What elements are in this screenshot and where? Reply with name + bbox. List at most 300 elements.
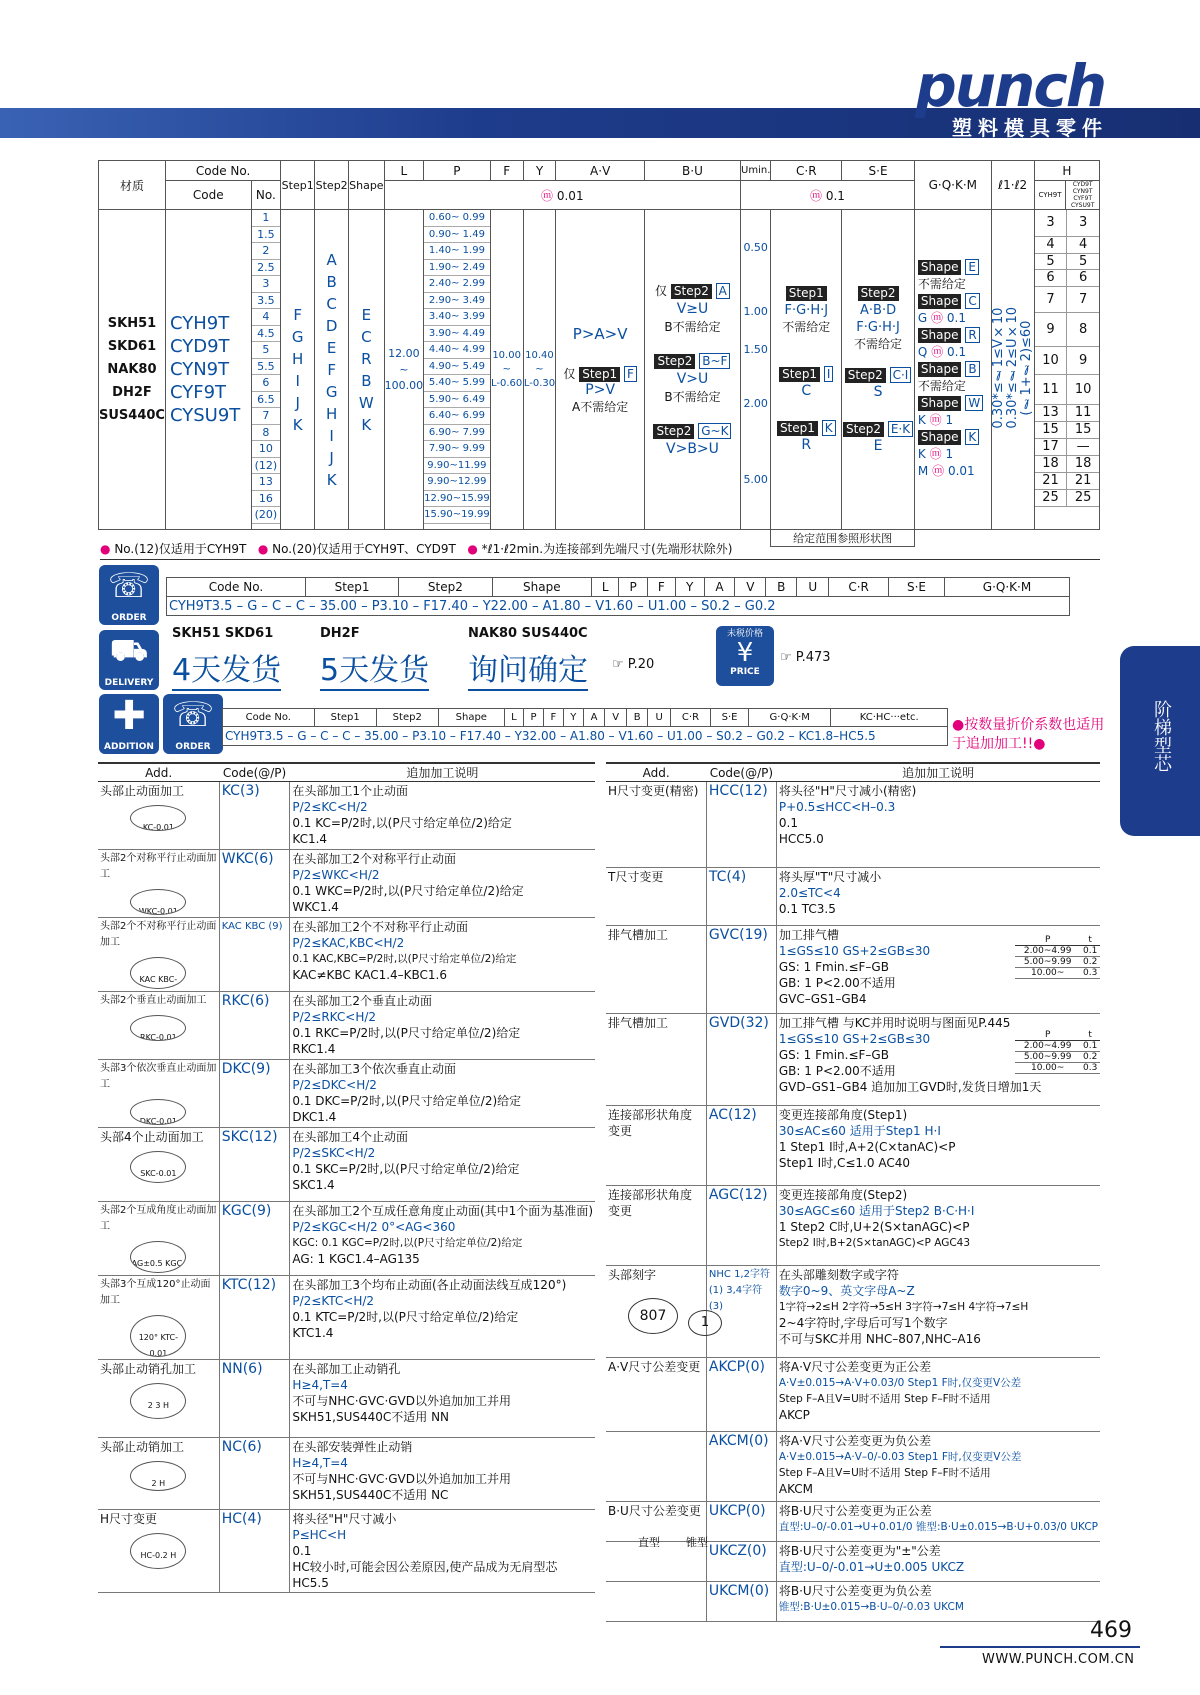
addition-h-11: U (648, 709, 670, 727)
order-h-9: V (735, 578, 766, 597)
no-10: 6 (252, 375, 281, 392)
spec-note-2: No.(20)仅适用于CYH9T、CYD9T (272, 542, 456, 556)
gvc-h: P (1015, 935, 1080, 946)
add-line: Step F–A且V=U时不适用 Step F–F时不适用 (778, 1467, 991, 1479)
add-code: WKC(6) (219, 850, 290, 918)
add-desc (776, 1186, 1100, 1266)
order-h-8: A (704, 578, 735, 597)
addition-h-1: Step1 (314, 709, 376, 727)
add-line: 1≤GS≤10 GS+2≤GB≤30 (778, 1032, 931, 1046)
step2-3: D (325, 316, 338, 335)
add-row (606, 782, 1100, 868)
add-line: 将头厚"T"尺寸减小 (778, 870, 882, 884)
add-line: 在头部加工2个互成任意角度止动面(其中1个面为基准面) (292, 1204, 593, 1218)
add-code: AC(12) (706, 1106, 776, 1186)
add-line: P/2≤WKC<H/2 (292, 868, 380, 882)
add-row (606, 868, 1100, 926)
H-13-1: 25 (1067, 489, 1099, 506)
H-4-0: 7 (1035, 286, 1067, 312)
no-6: 4 (252, 309, 281, 326)
code-0: CYH9T (169, 313, 230, 334)
no-18: (20) (252, 507, 281, 524)
AV-cell: P>A>V 仅 Step1 F P>V A不需给定 (556, 210, 645, 530)
h-codeno: Code No. (165, 161, 280, 181)
h-Y: Y (523, 161, 556, 181)
add-line: GVC–GS1–GB4 (778, 992, 867, 1006)
add-name (98, 918, 219, 992)
add-line: 在头部加工2个不对称平行止动面 (292, 920, 468, 934)
add-name (98, 1438, 219, 1510)
step1-4: J (295, 393, 300, 412)
F-2: L-0.60 (491, 377, 523, 389)
add-line: 不可与NHC·GVC·GVD以外追加加工并用 (292, 1394, 512, 1408)
no-1: 1.5 (252, 227, 281, 244)
add-desc (776, 1266, 1100, 1358)
add-name-text: 头部止动面加工 (100, 784, 185, 798)
shape-5: K (361, 415, 372, 434)
range-note: 给定范围参照形状图 (771, 530, 915, 547)
add-name-text: 头部3个互成120°止动面加工 (100, 1279, 211, 1306)
add-line: 1≤GS≤10 GS+2≤GB≤30 (778, 944, 931, 958)
add-line: 将头径"H"尺寸减小 (292, 1512, 397, 1526)
step1-0: F (293, 305, 303, 324)
add-line: 0.1 SKC=P/2时,以(P尺寸给定单位/2)给定 (292, 1162, 520, 1176)
shape-2: R (361, 349, 372, 368)
step2-1: B (326, 272, 337, 291)
h-shape: Shape (349, 161, 384, 210)
gvc-table-1 (1015, 1030, 1100, 1074)
left-add-table (98, 762, 595, 1593)
add-line: 将A·V尺寸公差变更为正公差 (778, 1360, 932, 1374)
P-10: 5.40~ 5.99 (424, 375, 490, 392)
order-h-11: U (797, 578, 829, 597)
P-0: 0.60~ 0.99 (424, 210, 490, 227)
delivery-mat-1: SKH51 SKD61 (172, 626, 274, 641)
delivery-ref-1[interactable]: ☞ P.20 (612, 657, 655, 672)
step2-2: C (326, 294, 337, 313)
code-1: CYD9T (169, 336, 230, 357)
spec-note-1: No.(12)仅适用于CYH9T (114, 542, 247, 556)
add-line: SKH51,SUS440C不适用 NN (292, 1410, 450, 1424)
add-row (606, 1358, 1100, 1432)
add-line: 0.1 (292, 1544, 312, 1558)
add-line: 在头部加工2个垂直止动面 (292, 994, 432, 1008)
h-cyd9t: CYD9T CYN9T CYF9T CYSU9T (1066, 181, 1100, 210)
add-name-text: 头部2个互成角度止动面加工 (100, 1205, 217, 1232)
add-line: P/2≤KAC,KBC<H/2 (292, 936, 405, 950)
add-line: 0.1 KTC=P/2时,以(P尺寸给定单位/2)给定 (292, 1310, 519, 1324)
add-code: GVD(32) (706, 1014, 776, 1106)
add-line: 变更连接部角度(Step2) (778, 1188, 908, 1202)
add-code: TC(4) (706, 868, 776, 926)
no-3: 2.5 (252, 260, 281, 277)
code-3: CYF9T (169, 382, 227, 403)
h-material: 材质 (99, 161, 166, 210)
addition-h-15: KC·HC···etc. (831, 709, 948, 727)
delivery-text-2: 5天发货 (320, 645, 429, 691)
order-table (166, 577, 1070, 616)
side-tab-label: 阶梯型芯 (1151, 700, 1172, 772)
order-h-2: Step2 (399, 578, 492, 597)
add-row (606, 1186, 1100, 1266)
add-line: A·V±0.015→A·V–0/-0.03 Step1 F时,仅变更V公差 (778, 1451, 1022, 1463)
delivery-text-3: 询问确定 (468, 645, 588, 691)
add-line: 1字符→2≤H 2字符→5≤H 3字符→7≤H 4字符→7≤H (778, 1301, 1029, 1313)
add-line: 0.1 DKC=P/2时,以(P尺寸给定单位/2)给定 (292, 1094, 522, 1108)
add-line: 0.1 TC3.5 (778, 902, 836, 916)
addition-h-3: Shape (438, 709, 504, 727)
add-line: 0.1 RKC=P/2时,以(P尺寸给定单位/2)给定 (292, 1026, 521, 1040)
delivery-text-1: 4天发货 (172, 645, 281, 691)
gvc-cell: 0.1 (1080, 946, 1100, 957)
add-line: 将头径"H"尺寸减小(精密) (778, 784, 917, 798)
P-13: 6.90~ 7.99 (424, 425, 490, 442)
add-line: 在头部加工止动销孔 (292, 1362, 401, 1376)
gvc-cell: 5.00~9.99 (1015, 957, 1080, 968)
add-code: KTC(12) (219, 1276, 290, 1360)
add-name-text: A·V尺寸公差变更 (608, 1360, 701, 1374)
diagram-5: SKC-0.01 (130, 1151, 186, 1183)
order-h-12: C·R (829, 578, 889, 597)
add-code: NC(6) (219, 1438, 290, 1510)
add-code: AKCM(0) (706, 1432, 776, 1502)
delivery-ref-2[interactable]: ☞ P.473 (780, 650, 831, 665)
order-h-7: Y (675, 578, 704, 597)
add-line: 不可与SKC并用 NHC–807,NHC–A16 (778, 1332, 981, 1346)
step2-6: G (325, 382, 338, 401)
add-row (606, 1106, 1100, 1186)
add-line: 将B·U尺寸公差变更为负公差 (778, 1584, 932, 1598)
add-code: UKCM(0) (706, 1582, 776, 1622)
H-13-0: 25 (1035, 489, 1067, 506)
add-name-text: 头部2个垂直止动面加工 (100, 995, 207, 1006)
gvc-cell: 0.3 (1080, 1063, 1100, 1074)
add-desc (776, 868, 1100, 926)
add-code: AGC(12) (706, 1186, 776, 1266)
add-row (98, 1438, 595, 1510)
add-h-d2: 追加加工说明 (776, 763, 1100, 782)
addition-h-0: Code No. (223, 709, 315, 727)
no-13: 8 (252, 425, 281, 442)
h-step1: Step1 (281, 161, 315, 210)
add-code: KC(3) (219, 782, 290, 850)
P-6: 3.40~ 3.99 (424, 309, 490, 326)
add-row (98, 1510, 595, 1593)
order-h-6: F (647, 578, 675, 597)
add-line: 2~4字符时,字母后可写1个数字 (778, 1316, 948, 1330)
addition-icon: ✚ ADDITION (99, 694, 159, 754)
add-line: P+0.5≤HCC<H–0.3 (778, 800, 896, 814)
H-8-0: 13 (1035, 404, 1067, 421)
add-name (606, 868, 706, 926)
step2-10: K (326, 470, 337, 489)
add-desc (776, 1582, 1100, 1622)
add-name-text: T尺寸变更 (608, 870, 664, 884)
add-code: KAC KBC (9) (219, 918, 290, 992)
add-line: RKC1.4 (292, 1042, 336, 1056)
add-line: KC1.4 (292, 832, 328, 846)
addition-h-12: C·R (670, 709, 710, 727)
order-h-10: B (766, 578, 797, 597)
H-12-1: 21 (1067, 472, 1099, 489)
h-L: L (384, 161, 424, 181)
H-7-0: 11 (1035, 374, 1067, 404)
add-line: 加工排气槽 与KC并用时说明与图面见P.445 (778, 1016, 1011, 1030)
H-10-0: 17 (1035, 438, 1067, 455)
add-desc (776, 1432, 1100, 1502)
add-line: 1 Step1 I时,A+2(C×tanAC)<P (778, 1140, 956, 1154)
H-8-1: 11 (1067, 404, 1099, 421)
H-3-1: 6 (1067, 269, 1099, 286)
diagram-4: DKC-0.01 (130, 1099, 186, 1125)
H-6-1: 9 (1067, 346, 1099, 374)
brand-logo: punch (915, 52, 1105, 120)
add-line: 在头部加工4个止动面 (292, 1130, 408, 1144)
h-F: F (490, 161, 523, 181)
add-name (606, 1014, 706, 1106)
add-line: KAC≠KBC KAC1.4–KBC1.6 (292, 968, 448, 982)
add-code: KGC(9) (219, 1202, 290, 1276)
add-desc (290, 1360, 595, 1438)
add-line: KGC: 0.1 KGC=P/2时,以(P尺寸给定单位/2)给定 (292, 1237, 523, 1249)
add-row (606, 1502, 1100, 1542)
add-desc (290, 1202, 595, 1276)
H-6-0: 10 (1035, 346, 1067, 374)
add-desc (776, 1358, 1100, 1432)
addition-h-10: B (626, 709, 648, 727)
add-line: P≤HC<H (292, 1528, 347, 1542)
no-5: 3.5 (252, 293, 281, 310)
add-line: SKC1.4 (292, 1178, 335, 1192)
gvc-cell: 0.3 (1080, 968, 1100, 979)
add-line: 锥型:B·U±0.015→B·U–0/-0.03 UKCM (778, 1601, 964, 1613)
add-line: KTC1.4 (292, 1326, 334, 1340)
umin-cell: 0.50 1.00 1.50 2.00 5.00 (741, 210, 771, 530)
price-icon: 未税价格 ¥ PRICE (716, 626, 774, 686)
add-line: 数字0~9、英文字母A~Z (778, 1284, 915, 1298)
Y-2: L-0.30 (523, 377, 556, 389)
add-name (98, 1060, 219, 1128)
addition-h-4: L (504, 709, 523, 727)
add-line: 将B·U尺寸公差变更为正公差 (778, 1504, 932, 1518)
L-2: 100.00 (384, 378, 424, 392)
P-14: 7.90~ 9.99 (424, 441, 490, 458)
add-line: 0.1 WKC=P/2时,以(P尺寸给定单位/2)给定 (292, 884, 524, 898)
add-row (98, 1202, 595, 1276)
addition-example: CYH9T3.5 – G – C – C – 35.00 – P3.10 – F17.40 – Y32.00 – A1.80 – V1.60 – U1.00 – S0.2 – G0.2 – KC1.8–HC5.5 (223, 727, 948, 746)
H-11-0: 18 (1035, 455, 1067, 472)
Y-cell (523, 210, 556, 530)
add-line: WKC1.4 (292, 900, 339, 914)
brand-subtitle: 塑料模具零件 (952, 116, 1108, 140)
bu-label-taper: 锥型 (686, 1536, 708, 1549)
page-number: 469 (1090, 1618, 1132, 1643)
H-7-1: 10 (1067, 374, 1099, 404)
step1-1: G (291, 327, 304, 346)
gvc-cell: 0.2 (1080, 957, 1100, 968)
P-9: 4.90~ 5.49 (424, 359, 490, 376)
addition-h-9: V (605, 709, 627, 727)
P-4: 2.40~ 2.99 (424, 276, 490, 293)
no-7: 4.5 (252, 326, 281, 343)
add-name-text: 连接部形状角度变更 (608, 1108, 693, 1138)
add-row (98, 782, 595, 850)
add-desc (290, 1510, 595, 1593)
add-row (606, 1582, 1100, 1622)
diagram-7: 120° KTC-0.01 (130, 1315, 186, 1357)
add-h-c: Code(@/P) (219, 763, 290, 782)
add-line: 30≤AC≤60 适用于Step1 H·I (778, 1124, 941, 1138)
add-line: GB: 1 P<2.00不适用 (778, 976, 896, 990)
diagram-0: KC-0.01 (130, 805, 186, 831)
addition-h-14: G·Q·K·M (748, 709, 830, 727)
P-cell (424, 210, 491, 530)
add-line: Step F–A且V=U时不适用 Step F–F时不适用 (778, 1393, 991, 1405)
diagram-9: 2 H (130, 1461, 186, 1491)
add-name-text: H尺寸变更(精密) (608, 784, 699, 798)
add-line: Step2 I时,B+2(S×tanAGC)<P AGC43 (778, 1237, 971, 1249)
add-line: 直型:U–0/-0.01→U±0.005 UKCZ (778, 1560, 965, 1574)
F-0: 10.00 (492, 349, 521, 361)
H-5-0: 9 (1035, 312, 1067, 346)
materials-cell (99, 210, 166, 530)
Y-0: 10.40 (525, 349, 554, 361)
material-1: SKD61 (107, 339, 157, 354)
add-line: A·V±0.015→A·V+0.03/0 Step1 F时,仅变更V公差 (778, 1377, 1022, 1389)
no-4: 3 (252, 276, 281, 293)
add-h-c2: Code(@/P) (706, 763, 776, 782)
step2-8: I (329, 426, 334, 445)
h-P: P (424, 161, 491, 181)
P-18: 15.90~19.99 (424, 507, 490, 524)
add-desc (290, 992, 595, 1060)
nos-cell (251, 210, 281, 530)
gvc-cell: 10.00~ (1015, 1063, 1080, 1074)
diagram-8: 2 3 H (130, 1383, 186, 1419)
add-line: P/2≤KTC<H/2 (292, 1294, 375, 1308)
gvc-cell: 5.00~9.99 (1015, 1052, 1080, 1063)
step2-7: H (326, 404, 338, 423)
add-name (606, 926, 706, 1014)
add-line: 在头部雕刻数字或字符 (778, 1268, 899, 1282)
add-line: P/2≤DKC<H/2 (292, 1078, 377, 1092)
order-h-13: S·E (888, 578, 944, 597)
add-name-text: 排气槽加工 (608, 1016, 669, 1030)
add-code: UKCP(0) (706, 1502, 776, 1542)
addition-table (222, 708, 948, 746)
gvc-table-0 (1015, 935, 1100, 979)
add-line: 在头部加工3个均布止动面(各止动面法线互成120°) (292, 1278, 567, 1292)
add-line: HC较小时,可能会因公差原因,使产品成为无肩型芯 (292, 1560, 558, 1574)
add-name (606, 1186, 706, 1266)
P-1: 0.90~ 1.49 (424, 227, 490, 244)
H-2-1: 5 (1067, 253, 1099, 269)
add-name (606, 1432, 706, 1502)
H-12-0: 21 (1035, 472, 1067, 489)
code-2: CYN9T (169, 359, 230, 380)
nhc-sample-807: 807 (628, 1298, 678, 1334)
add-line: 0.1 KAC,KBC=P/2时,以(P尺寸给定单位/2)给定 (292, 953, 517, 965)
addition-h-8: A (583, 709, 605, 727)
add-line: 0.1 KC=P/2时,以(P尺寸给定单位/2)给定 (292, 816, 512, 830)
gvc-h: t (1080, 1030, 1100, 1041)
SE-cell: Step2 A·B·D F·G·H·J 不需给定 Step2 C·I S Step2 E·K E (842, 210, 915, 530)
add-code: HCC(12) (706, 782, 776, 868)
add-name-text: H尺寸变更 (100, 1512, 158, 1526)
av-note: A不需给定 (572, 399, 629, 414)
H-1-1: 4 (1067, 236, 1099, 253)
H-10-1: — (1067, 438, 1099, 455)
h-CR: C·R (771, 161, 842, 181)
add-code: SKC(12) (219, 1128, 290, 1202)
gvc-cell: 10.00~ (1015, 968, 1080, 979)
add-line: DKC1.4 (292, 1110, 337, 1124)
material-0: SKH51 (107, 316, 157, 331)
add-row (98, 992, 595, 1060)
code-4: CYSU9T (169, 405, 241, 426)
add-line: 在头部加工2个对称平行止动面 (292, 852, 456, 866)
unit-001: ⓜ 0.01 (384, 181, 740, 210)
step1-2: H (292, 349, 304, 368)
add-line: GVD–GS1–GB4 追加加工GVD时,发货日增加1天 (778, 1080, 1042, 1094)
add-desc (290, 1060, 595, 1128)
add-row (606, 1266, 1100, 1358)
P-7: 3.90~ 4.49 (424, 326, 490, 343)
add-name (98, 992, 219, 1060)
order-icon: ☏ ORDER (99, 565, 159, 625)
diagram-6: AG±0.5 KGC- (130, 1241, 186, 1273)
add-desc (290, 1128, 595, 1202)
footer-url[interactable]: WWW.PUNCH.COM.CN (982, 1652, 1135, 1667)
P-5: 2.90~ 3.49 (424, 293, 490, 310)
h-l12: ℓ1·ℓ2 (991, 161, 1034, 210)
add-desc (290, 918, 595, 992)
no-12: 7 (252, 408, 281, 425)
L-cell (384, 210, 424, 530)
add-line: 0.1 (778, 816, 798, 830)
H-4-1: 7 (1067, 286, 1099, 312)
F-1: ~ (502, 363, 511, 375)
shape-cell (349, 210, 384, 530)
add-row (98, 1060, 595, 1128)
no-2: 2 (252, 243, 281, 260)
add-name-text: 头部4个止动面加工 (100, 1130, 204, 1144)
add-name (98, 1202, 219, 1276)
bu-label-straight: 直型 (638, 1536, 660, 1549)
add-line: 加工排气槽 (778, 928, 839, 942)
add-desc (290, 782, 595, 850)
add-name-text: 头部刻字 (608, 1268, 657, 1282)
order-h-4: L (592, 578, 619, 597)
P-8: 4.40~ 4.99 (424, 342, 490, 359)
step2-cell (315, 210, 349, 530)
add-desc (290, 850, 595, 918)
add-name (606, 1106, 706, 1186)
h-code: Code (165, 181, 251, 210)
add-line: 在头部加工1个止动面 (292, 784, 408, 798)
add-line: 2.0≤TC<4 (778, 886, 841, 900)
gvc-cell: 2.00~4.99 (1015, 1041, 1080, 1052)
H-11-1: 18 (1067, 455, 1099, 472)
h-umin: Umin. (741, 161, 771, 181)
L-1: ~ (399, 362, 409, 376)
no-15: (12) (252, 458, 281, 475)
order-h-14: G·Q·K·M (945, 578, 1070, 597)
add-line: GS: 1 Fmin.≤F–GB (778, 1048, 889, 1062)
add-line: 直型:U–0/-0.01→U+0.01/0 锥型:B·U±0.015→B·U+0.03/0 UKCP (778, 1521, 1098, 1533)
step2-9: J (329, 448, 334, 467)
add-name (606, 782, 706, 868)
